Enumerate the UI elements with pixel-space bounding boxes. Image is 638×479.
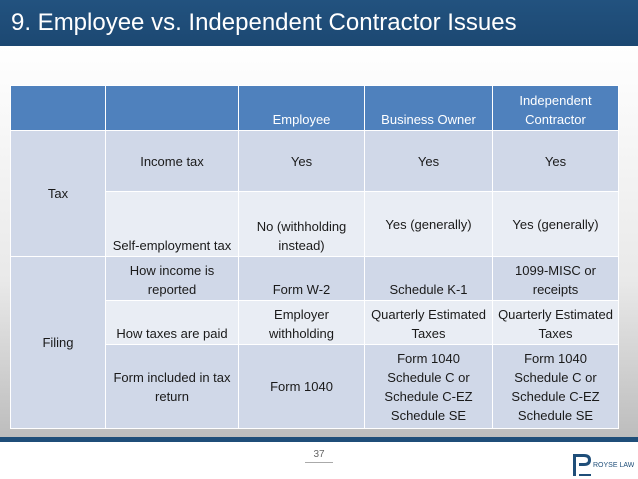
page-number-divider: [305, 462, 333, 463]
slide-title: 9. Employee vs. Independent Contractor Issues: [11, 9, 517, 36]
logo-mark-bowl: [576, 454, 591, 466]
header-cell: [11, 86, 106, 131]
employee-cell: Form W-2: [239, 257, 365, 301]
business-owner-cell: Schedule K-1: [365, 257, 493, 301]
footer-rule: [0, 437, 638, 442]
row-label: Self-employment tax: [106, 192, 239, 257]
logo-text: ROYSE LAW: [593, 462, 634, 469]
employee-cell: No (withholding instead): [239, 192, 365, 257]
business-owner-cell: Yes: [365, 131, 493, 192]
contractor-cell: Yes: [493, 131, 619, 192]
employee-cell: Employer withholding: [239, 301, 365, 345]
business-owner-cell: Form 1040 Schedule C or Schedule C-EZ Schedule SE: [365, 345, 493, 429]
contractor-cell: Form 1040 Schedule C or Schedule C-EZ Schedule SE: [493, 345, 619, 429]
contractor-cell: Yes (generally): [493, 192, 619, 257]
comparison-table: [10, 85, 619, 429]
row-label: How taxes are paid: [106, 301, 239, 345]
page-number: 37: [313, 449, 325, 460]
header-cell-business-owner: Business Owner: [365, 86, 493, 131]
business-owner-cell: Yes (generally): [365, 192, 493, 257]
header-row: [11, 86, 619, 131]
royse-law-logo: [572, 452, 634, 478]
contractor-cell: 1099-MISC or receipts: [493, 257, 619, 301]
logo-mark-rule: [579, 474, 591, 476]
header-cell-independent-contractor: Independent Contractor: [493, 86, 619, 131]
table-row: [11, 131, 619, 192]
table-row: [11, 257, 619, 301]
category-cell-filing: Filing: [11, 257, 106, 429]
employee-cell: Form 1040: [239, 345, 365, 429]
contractor-cell: Quarterly Estimated Taxes: [493, 301, 619, 345]
row-label: How income is reported: [106, 257, 239, 301]
category-cell-tax: Tax: [11, 131, 106, 257]
employee-cell: Yes: [239, 131, 365, 192]
title-bar: [0, 0, 638, 46]
logo-mark-bar: [573, 454, 576, 476]
row-label: Form included in tax return: [106, 345, 239, 429]
header-cell: [106, 86, 239, 131]
row-label: Income tax: [106, 131, 239, 192]
header-cell-employee: Employee: [239, 86, 365, 131]
business-owner-cell: Quarterly Estimated Taxes: [365, 301, 493, 345]
